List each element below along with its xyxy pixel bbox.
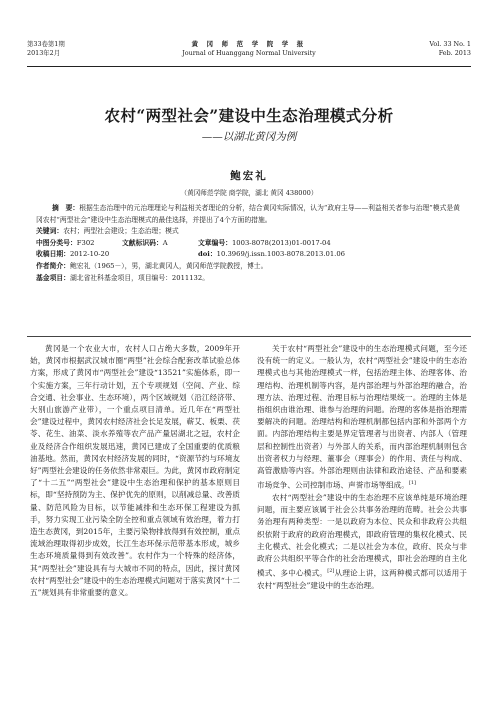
metadata-divider (27, 336, 471, 337)
article-subtitle: ——以湖北黄冈为例 (201, 131, 297, 143)
document-code (122, 238, 198, 250)
citation-ref: [1] (408, 480, 416, 487)
citation-ref: [2] (327, 568, 335, 575)
paragraph-text: 关于农村“两型社会”建设中的生态治理模式问题，至今还没有统一的定义。一般认为，农村“两型社会”建设中的生态治理模式也与其他治理模式一样，包括治理主体、治理客体、治理结构、治理机制等内容，是内部治理与外部治理的融合，治理方法、治理过程、治理目标与治理结果统一。治理的主体是指组织由谁治理、谁参与治理的问题。治理的客体是指治理需要解决的问题。治理结构和治理机制都包括内部和外部两个方面。内部治理结构主要是界定管理者与出资者、内部人（管理层和控制性出资者）与外部人的关系，而内部治理机制则包含出资者权力与经理、董事会（理事会）的作用、责任与构成、高管激励等内容。外部治理则由法律和政治途径、产品和要素市场竞争、公司控制市场、声誉市场等组成。 (257, 344, 467, 490)
classification-row (36, 238, 462, 250)
clc-number (36, 238, 122, 250)
received-date (36, 249, 198, 261)
abstract-label: 摘 要： (52, 204, 80, 212)
keywords-text: 农村；两型社会建设；生态治理；模式 (63, 227, 179, 236)
doi-label: doi： (198, 250, 217, 259)
doi-value: 10.3969/j.issn.1003-8078.2013.01.06 (216, 250, 345, 259)
running-header (27, 40, 471, 64)
clc-value: F302 (76, 238, 95, 247)
doc-code-label: 文献标识码： (122, 238, 163, 247)
author-bio-text: 鲍宏礼（1965－），男，湖北黄冈人，黄冈师范学院教授，博士。 (69, 261, 268, 270)
author-affiliation: （黄冈师范学院 商学院，湖北 黄冈 438000） (180, 189, 318, 197)
paragraph-text: 农村“两型社会”建设中的生态治理不应该单纯是环境治理问题，而主要应该属于社会公共事务治理的范畴。社会公共事务治理有两种类型：一是以政府为本位、民众和非政府公共组织依附于政府的政府治理模式，即政府管理的集权化模式、民主化模式、社会化模式；二是以社会为本位，政府、民众与非政府公共组织平等合作的社会治理模式，即社会治理的自主化模式、多中心模式。 (257, 492, 467, 578)
article-no-label: 文章编号： (198, 238, 232, 247)
date-en: Feb. 2013 (438, 49, 471, 57)
fund-text: 湖北省社科基金项目，项目编号：2011132。 (69, 273, 210, 282)
header-right (429, 40, 471, 58)
author-bio-label: 作者简介： (36, 261, 70, 270)
volume-en: Vol. 33 No. 1 (429, 40, 471, 48)
article-no-value: 1003-8078(2013)01-0017-04 (231, 238, 331, 247)
doi (198, 249, 345, 261)
journal-name-cn: 黄 冈 师 范 学 院 学 报 (191, 40, 307, 48)
date-cn: 2013年2月 (27, 49, 61, 57)
received-value: 2012-10-20 (69, 250, 110, 259)
body-paragraph (257, 492, 467, 592)
keywords-label: 关键词： (36, 227, 64, 236)
paragraph-text: 从理论上讲，这两种模式都可以适用于农村“两型社会”建设中的生态治理。 (257, 568, 468, 590)
abstract-text: 根据生态治理中的元治理理论与利益相关者理论的分析，结合黄冈实际情况，认为“政府主导——利益相关者参与治理”模式是黄冈农村“两型社会”建设中生态治理模式的最佳选择，并提出了4个方面的措施。 (36, 204, 460, 224)
fund-label: 基金项目： (36, 273, 70, 282)
author-bio (36, 261, 462, 273)
clc-label: 中图分类号： (36, 238, 77, 247)
article-metadata (36, 203, 462, 284)
body-column-left (30, 343, 240, 599)
header-divider (27, 66, 471, 67)
body-paragraph: 黄冈是一个农业大市，农村人口占绝大多数，2009年开始，黄冈市根据武汉城市圈“两型”社会综合配套改革试验总体方案，形成了黄冈市“两型社会”建设“13521”实施体系，即一个实施方案，三年行动计划，五个专项规划（空间、产业、综合交通、社会事业、生态环境），两个区域规划（沿江经济带、大别山旅游产业带），一个重点项目清单。近几年在“两型社会”建设过程中，黄冈农村经济社会长足发展，蕲艾、板栗、茯苓、花生、油菜、淡水养殖等农产品产量居湖北之冠，农村企业及经济合作组织发展迅速，黄冈已建成了全国重要的优质粮油基地。然而，黄冈农村经济发展的同时，“资源节约与环境友好”两型社会建设的任务依然非常艰巨。为此，黄冈市政府制定了“十二五”“两型社会”建设中生态治理和保护的基本原则目标，即“坚持预防为主、保护优先的原则，以削减总量、改善质量、防范风险为目标，以节能减排和生态环保工程建设为抓手，努力实现工业污染全防全控和重点领域有效治理，着力打造生态黄冈，到2015年，主要污染物排放得到有效控制，重点流域治理取得初步成效，长江生态环保示范带基本形成，城乡生态环境质量得到有效改善”。农村作为一个特殊的经济体，其“两型社会”建设具有与大城市不同的特点，因此，探讨黄冈农村“两型社会”建设中的生态治理模式问题对于落实黄冈“十二五”规划具有非常重要的意义。 (30, 344, 240, 598)
author-name: 鲍宏礼 (230, 170, 268, 182)
body-paragraph (257, 343, 467, 492)
body-column-right (257, 343, 467, 592)
header-center (27, 40, 471, 58)
volume-cn: 第33卷第1期 (27, 40, 65, 48)
doc-code-value: A (162, 238, 168, 247)
received-label: 收稿日期： (36, 250, 70, 259)
received-doi-row (36, 249, 462, 261)
article-title: 农村“两型社会”建设中生态治理模式分析 (104, 106, 394, 125)
article-number (198, 238, 331, 250)
abstract (36, 203, 462, 226)
fund-info (36, 273, 462, 285)
journal-name-en: Journal of Huanggang Normal University (182, 49, 316, 57)
keywords (36, 226, 462, 238)
